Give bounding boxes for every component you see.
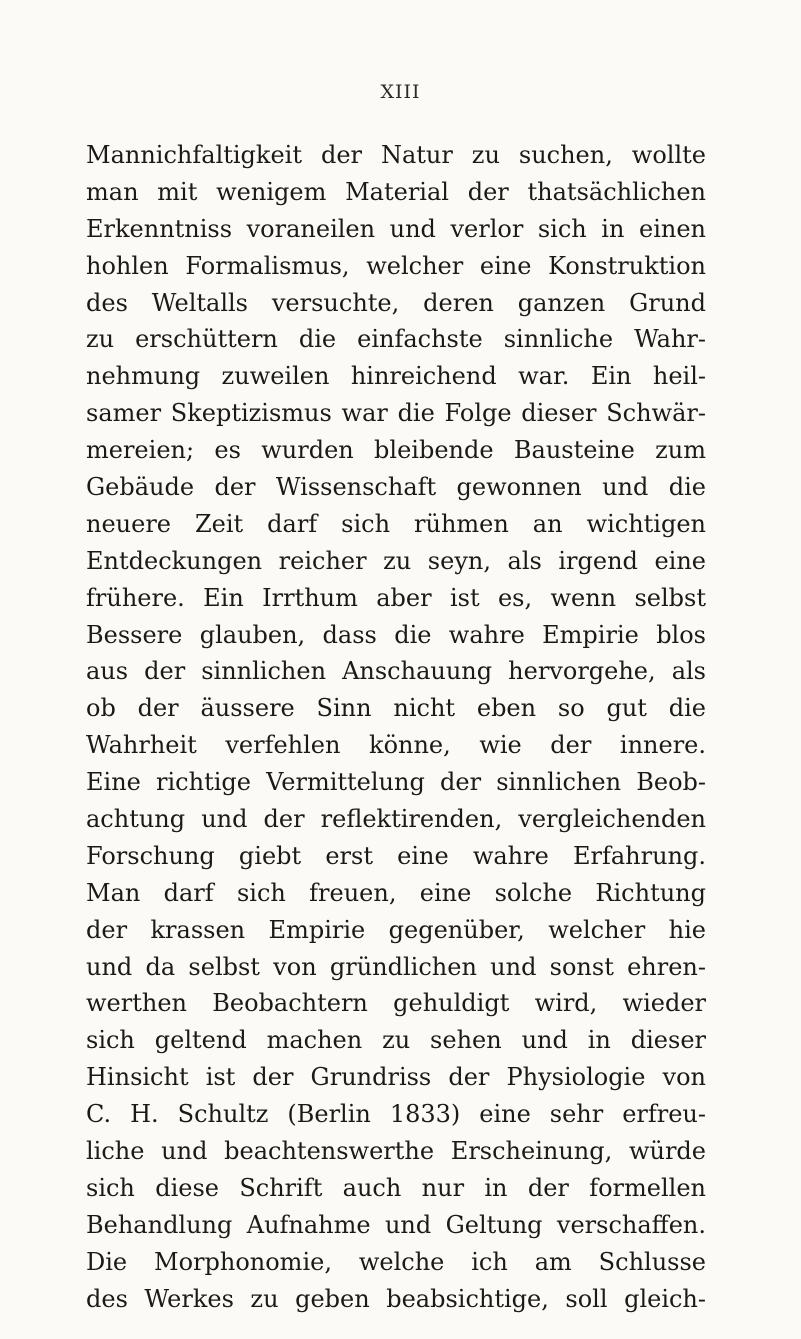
text-line: der krassen Empirie gegenüber, welcher hie <box>86 915 706 944</box>
text-line: liche und beachtenswerthe Erscheinung, würde <box>86 1137 706 1166</box>
text-line: des Weltalls versuchte, deren ganzen Grund <box>86 288 706 317</box>
text-line: ob der äussere Sinn nicht eben so gut die <box>86 694 706 723</box>
text-line: Gebäude der Wissenschaft gewonnen und die <box>86 473 706 502</box>
text-line: Die Morphonomie, welche ich am Schlusse <box>86 1247 706 1276</box>
text-line: sich diese Schrift auch nur in der formellen <box>86 1173 706 1202</box>
text-line: Bessere glauben, dass die wahre Empirie blos <box>86 620 706 649</box>
text-line: C. H. Schultz (Berlin 1833) eine sehr erfreu- <box>86 1100 706 1129</box>
text-line: Hinsicht ist der Grundriss der Physiologie von <box>86 1063 706 1092</box>
text-line: und da selbst von gründlichen und sonst ehren- <box>86 952 706 981</box>
text-line: des Werkes zu geben beabsichtige, soll gleich- <box>86 1284 706 1313</box>
text-line: sich geltend machen zu sehen und in dieser <box>86 1026 706 1055</box>
text-line: Erkenntniss voraneilen und verlor sich in einen <box>86 214 706 243</box>
text-line: nehmung zuweilen hinreichend war. Ein heil- <box>86 362 706 391</box>
text-line: Man darf sich freuen, eine solche Richtung <box>86 878 706 907</box>
body-text <box>86 137 706 1318</box>
text-line: Wahrheit verfehlen könne, wie der innere. <box>86 731 706 760</box>
text-line: man mit wenigem Material der thatsächlichen <box>86 177 706 206</box>
text-line: achtung und der reflektirenden, vergleichenden <box>86 805 706 834</box>
text-line: mereien; es wurden bleibende Bausteine zum <box>86 436 706 465</box>
text-line: hohlen Formalismus, welcher eine Konstruktion <box>86 251 706 280</box>
text-line: frühere. Ein Irrthum aber ist es, wenn selbst <box>86 583 706 612</box>
text-line: Behandlung Aufnahme und Geltung verschaffen. <box>86 1210 706 1239</box>
text-line: neuere Zeit darf sich rühmen an wichtigen <box>86 509 706 538</box>
page-number: XIII <box>380 81 421 103</box>
text-line: aus der sinnlichen Anschauung hervorgehe, als <box>86 657 706 686</box>
text-line: Eine richtige Vermittelung der sinnlichen Beob- <box>86 768 706 797</box>
text-line: zu erschüttern die einfachste sinnliche Wahr- <box>86 325 706 354</box>
text-line: Forschung giebt erst eine wahre Erfahrung. <box>86 841 706 870</box>
text-line: Mannichfaltigkeit der Natur zu suchen, wollte <box>86 141 706 169</box>
text-line: Entdeckungen reicher zu seyn, als irgend eine <box>86 546 706 575</box>
text-line: samer Skeptizismus war die Folge dieser Schwär- <box>86 399 706 428</box>
text-line: werthen Beobachtern gehuldigt wird, wieder <box>86 989 706 1018</box>
